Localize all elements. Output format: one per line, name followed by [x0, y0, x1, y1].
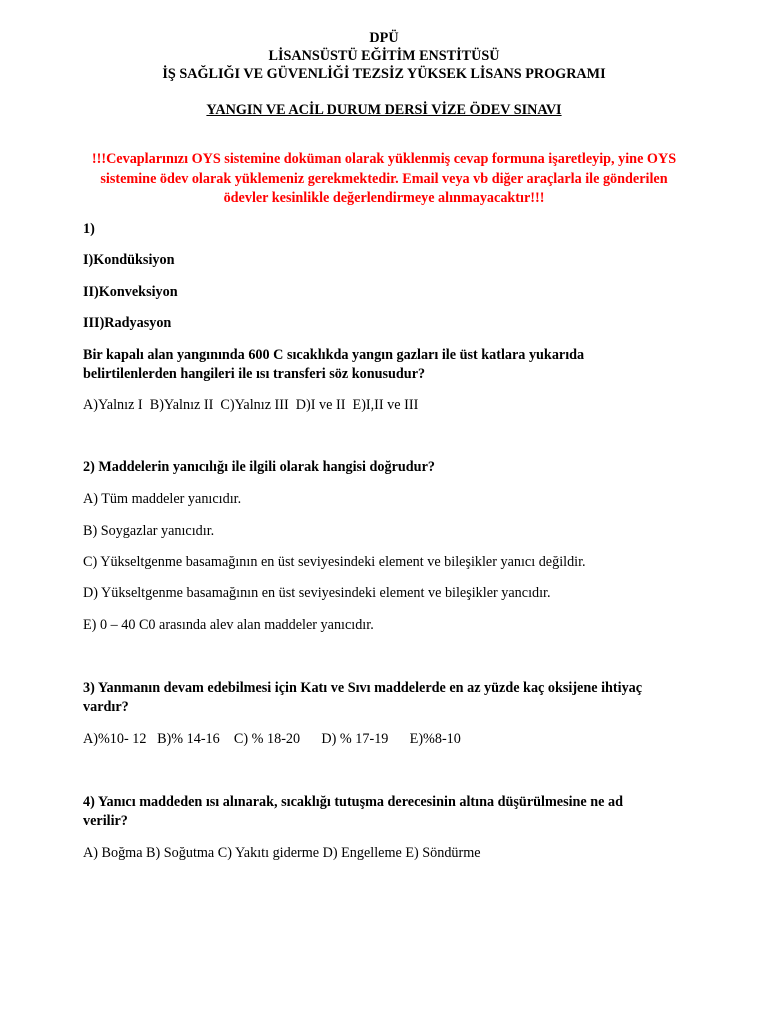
question-2-option-c: C) Yükseltgenme basamağının en üst seviyesindeki element ve bileşikler yanıcı değildir. — [83, 554, 586, 570]
warning-line-1: !!!Cevaplarınızı OYS sistemine doküman olarak yüklenmiş cevap formuna işaretleyip, yine OYS — [91, 151, 677, 167]
question-1-text-line-2: belirtilenlerden hangileri ile ısı transferi söz konusudur? — [83, 366, 426, 382]
question-1-item-2: II)Konveksiyon — [83, 284, 178, 300]
program-name: İŞ SAĞLIĞI VE GÜVENLİĞİ TEZSİZ YÜKSEK LİSANS PROGRAMI — [162, 66, 606, 82]
question-2-option-a: A) Tüm maddeler yanıcıdır. — [83, 491, 242, 507]
question-1-text-line-1: Bir kapalı alan yangınında 600 C sıcaklıkda yangın gazları ile üst katlara yukarıda — [83, 347, 585, 363]
question-1-item-3: III)Radyasyon — [83, 315, 172, 331]
institution-abbrev: DPÜ — [369, 30, 399, 46]
question-4-text-line-2: verilir? — [83, 813, 128, 829]
exam-title: YANGIN VE ACİL DURUM DERSİ VİZE ÖDEV SINAVI — [206, 102, 562, 118]
warning-line-3: ödevler kesinlikle değerlendirmeye alınmayacaktır!!! — [223, 190, 545, 206]
warning-line-2: sistemine ödev olarak yüklemeniz gerekmektedir. Email veya vb diğer araçlarla ile gönderilen — [100, 170, 668, 187]
question-2-option-e: E) 0 – 40 C0 arasında alev alan maddeler yanıcıdır. — [83, 617, 374, 633]
question-1-number: 1) — [83, 221, 95, 237]
question-3-options: A)%10- 12 B)% 14-16 C) % 18-20 D) % 17-19 E)%8-10 — [83, 731, 461, 747]
question-2-option-b: B) Soygazlar yanıcıdır. — [83, 523, 215, 539]
question-4-options: A) Boğma B) Soğutma C) Yakıtı giderme D) Engelleme E) Söndürme — [83, 845, 481, 861]
question-2-option-d: D) Yükseltgenme basamağının en üst seviyesindeki element ve bileşikler yancıdır. — [83, 585, 551, 601]
question-1-options: A)Yalnız I B)Yalnız II C)Yalnız III D)I ve II E)I,II ve III — [83, 397, 419, 413]
submission-warning — [0, 150, 768, 209]
question-1-item-1: I)Kondüksiyon — [83, 252, 175, 268]
question-4-text-line-1: 4) Yanıcı maddeden ısı alınarak, sıcaklığı tutuşma derecesinin altına düşürülmesine ne ad — [83, 794, 623, 810]
question-3-text-line-1: 3) Yanmanın devam edebilmesi için Katı ve Sıvı maddelerde en az yüzde kaç oksijene ihtiyaç — [83, 680, 643, 696]
question-3-text-line-2: vardır? — [83, 699, 129, 715]
question-2-text: 2) Maddelerin yanıcılığı ile ilgili olarak hangisi doğrudur? — [83, 459, 435, 475]
institute-name: LİSANSÜSTÜ EĞİTİM ENSTİTÜSÜ — [268, 48, 500, 64]
